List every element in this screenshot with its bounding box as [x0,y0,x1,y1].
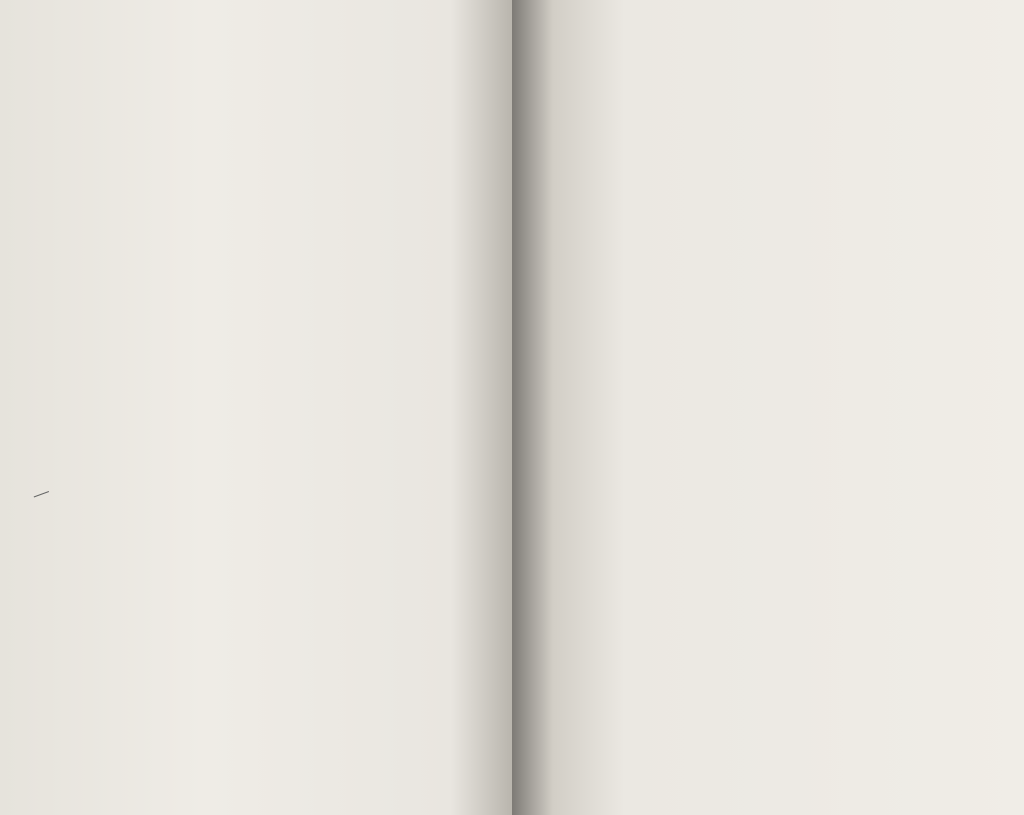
margin-pen-mark [31,484,49,498]
right-page [512,0,1024,815]
